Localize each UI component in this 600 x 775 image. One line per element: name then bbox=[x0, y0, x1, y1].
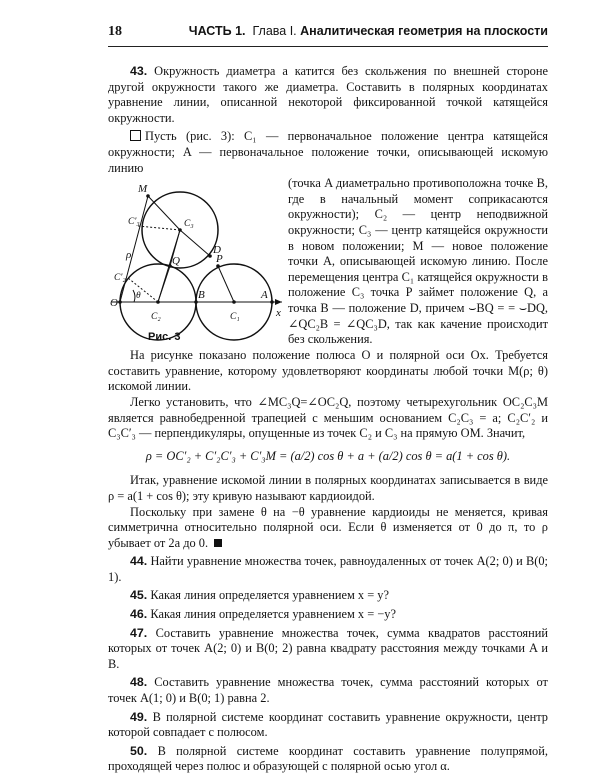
segment-M-C3 bbox=[148, 196, 180, 230]
problem-number: 47. bbox=[130, 625, 148, 640]
label-rho: ρ bbox=[126, 249, 132, 262]
problem-text: Найти уравнение множества точек, равноудаленных от точек A(2; 0) и B(0; 1). bbox=[108, 554, 548, 584]
cardioid-diagram bbox=[108, 176, 286, 344]
problem-number: 48. bbox=[130, 675, 148, 690]
problem-number: 50. bbox=[130, 743, 148, 758]
problem-text: Окружность диаметра a катится без скольжения по внешней стороне другой окружности такого же диаметра. Составить в полярных координатах уравнение линии, описанной некоторой фиксированной точкой катящейся окружности. bbox=[108, 64, 548, 125]
label-theta: θ bbox=[136, 291, 141, 302]
figure-caption: Рис. 3 bbox=[148, 331, 181, 344]
figure-side-text: (точка A диаметрально противоположна точке B, где в начальный момент соприкасаются окружности); C₂ — центр неподвижной окружности; C₃ — центр катящейся окружности в новом положении; M — новое положение точки A, описывающей искомую линию. После перемещения центра C₁ катящейся окружности в положение C₃ точка P займет положение Q, а точка B — положение D, причем ⌣BQ = = ⌣DQ, ∠QC₂B = ∠QC₃D, так как качение происходит без скольжения. bbox=[288, 176, 548, 347]
paragraph-trapezoid: Легко установить, что ∠MC₃Q=∠OC₂Q, поэтому четырехугольник OC₂C₃M является равнобедренной трапецией с меньшим основанием C₂C₃ = a; C₂C′₂ и C₃C′₃ — перпендикуляры, опущенные из точек C₂ и C₃ на прямую OM. Значит, bbox=[108, 394, 548, 441]
label-C3p: C′₃ bbox=[128, 217, 140, 228]
segment-C1-P bbox=[218, 266, 234, 302]
label-M: M bbox=[138, 183, 148, 196]
problem-46 bbox=[108, 607, 548, 623]
problem-number: 46. bbox=[130, 607, 148, 622]
problem-text: Какая линия определяется уравнением x = y? bbox=[150, 588, 389, 603]
problem-text: В полярной системе координат составить уравнение полупрямой, проходящей через полюс и образующей с полярной осью угол α. bbox=[108, 743, 548, 774]
header-rule bbox=[108, 46, 548, 47]
label-O: O bbox=[110, 297, 118, 310]
label-D: D bbox=[213, 244, 221, 257]
problem-number: 45. bbox=[130, 588, 148, 603]
cardioid-formula: ρ = OC′₂ + C′₂C′₃ + C′₃M = (a/2) cos θ + a + (a/2) cos θ = a(1 + cos θ). bbox=[145, 448, 511, 463]
label-Q: Q bbox=[172, 255, 180, 268]
page-number: 18 bbox=[108, 24, 122, 39]
problem-44 bbox=[108, 554, 548, 585]
paragraph-result: Итак, уравнение искомой линии в полярных координатах записывается в виде ρ = a(1 + cos θ); эту кривую называют кардиоидой. bbox=[108, 473, 548, 503]
problem-list bbox=[108, 554, 548, 775]
paragraph-pole: На рисунке показано положение полюса O и полярной оси Ox. Требуется составить уравнение, которому удовлетворяют координаты любой точки M(ρ; θ) искомой линии. bbox=[108, 348, 548, 394]
running-title bbox=[189, 24, 548, 38]
label-B: B bbox=[198, 289, 205, 302]
segment-C3-D bbox=[180, 230, 210, 256]
perp-C3 bbox=[138, 226, 180, 230]
problem-number: 44. bbox=[130, 554, 148, 569]
running-header bbox=[108, 22, 548, 42]
label-x: x bbox=[276, 307, 281, 320]
label-P: P bbox=[216, 253, 223, 266]
problem-text: Какая линия определяется уравнением x = −y? bbox=[150, 607, 396, 622]
problem-number: 43. bbox=[130, 64, 148, 78]
solution-intro bbox=[108, 129, 548, 176]
problem-50 bbox=[108, 744, 548, 775]
figure-row bbox=[108, 176, 548, 347]
paragraph-symmetry bbox=[108, 505, 548, 552]
problem-47 bbox=[108, 626, 548, 673]
axis-arrow bbox=[275, 299, 282, 305]
problem-text: Составить уравнение множества точек, сумма расстояний которых от точек A(1; 0) и B(0; 1) равна 2. bbox=[108, 675, 548, 706]
label-C3: C₃ bbox=[184, 219, 194, 230]
chapter-title: Аналитическая геометрия на плоскости bbox=[300, 24, 548, 38]
segment-OM bbox=[120, 196, 148, 302]
problem-text: В полярной системе координат составить уравнение окружности, центр которой совпадает с полюсом. bbox=[108, 709, 548, 740]
problem-49 bbox=[108, 710, 548, 741]
problem-43 bbox=[108, 64, 548, 126]
problem-number: 49. bbox=[130, 709, 148, 724]
theta-arc bbox=[133, 290, 135, 302]
label-C2p: C′₂ bbox=[114, 273, 126, 284]
solution-intro-text: Пусть (рис. 3): C₁ — первоначальное положение центра катящейся окружности; A — первоначальное положение точки, описывающей искомую линию bbox=[108, 129, 548, 175]
problem-text: Составить уравнение множества точек, сумма квадратов расстояний которых от точек A(2; 0) и B(0; 2) равна квадрату расстояния между точками A и B. bbox=[108, 625, 548, 671]
chapter-label: Глава I. bbox=[252, 24, 297, 38]
label-C2: C₂ bbox=[151, 312, 161, 323]
solution-start-icon bbox=[130, 130, 141, 141]
end-of-solution-icon bbox=[214, 539, 222, 547]
problem-45 bbox=[108, 588, 548, 604]
segment-C2-Q bbox=[158, 266, 170, 302]
part-label: ЧАСТЬ 1. bbox=[188, 24, 246, 38]
symmetry-text: Поскольку при замене θ на −θ уравнение кардиоиды не меняется, кривая симметрична относительно полярной оси. Если θ изменяется от 0 до π, то ρ убывает от 2a до 0. bbox=[108, 504, 548, 550]
page-body bbox=[108, 64, 548, 775]
perp-C2 bbox=[128, 278, 158, 302]
problem-48 bbox=[108, 675, 548, 706]
label-C1: C₁ bbox=[230, 312, 240, 323]
figure-3 bbox=[108, 176, 286, 344]
label-A: A bbox=[261, 289, 268, 302]
